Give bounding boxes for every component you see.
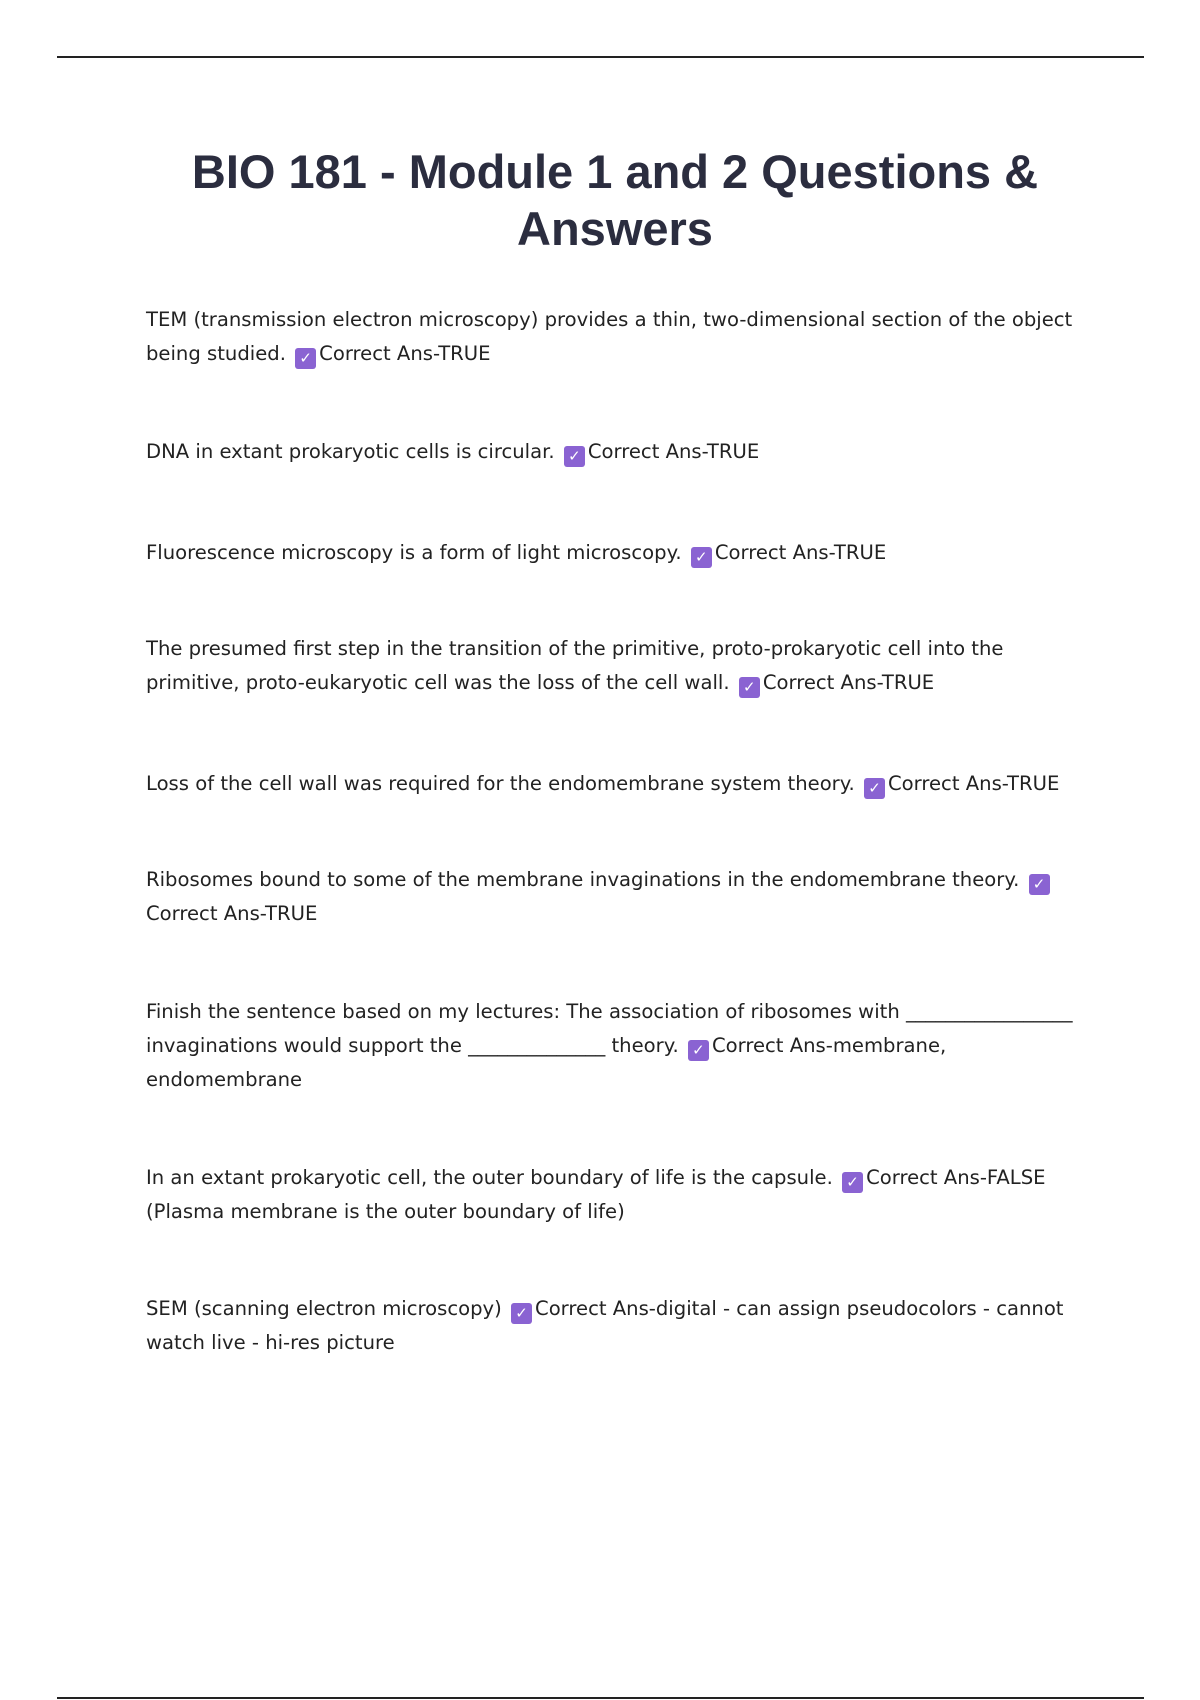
qa-item-6: [146, 863, 1086, 931]
question-text: The presumed first step in the transition of the primitive, proto-prokaryotic cell into the primitive, proto-eukaryotic cell was the loss of the cell wall.: [146, 637, 1004, 694]
bottom-rule: [57, 1697, 1144, 1699]
qa-item-3: [146, 536, 1086, 570]
question-text: Finish the sentence based on my lectures: The association of ribosomes with _________________ invaginations would support the ______________ theory.: [146, 1000, 1073, 1057]
qa-item-8: [146, 1161, 1086, 1229]
question-text: In an extant prokaryotic cell, the outer boundary of life is the capsule.: [146, 1166, 833, 1189]
top-rule: [57, 56, 1144, 58]
answer-label: Correct Ans-: [319, 342, 439, 365]
checkbox-checked-icon: ✓: [842, 1172, 863, 1193]
qa-item-7: [146, 995, 1086, 1097]
answer-label: Correct Ans-: [587, 440, 707, 463]
answer-text: TRUE: [1007, 772, 1060, 795]
qa-item-5: [146, 767, 1086, 801]
question-text: Loss of the cell wall was required for the endomembrane system theory.: [146, 772, 855, 795]
checkbox-checked-icon: ✓: [511, 1303, 532, 1324]
qa-item-1: [146, 303, 1086, 371]
answer-text: membrane, endomembrane: [146, 1034, 947, 1091]
question-text: SEM (scanning electron microscopy): [146, 1297, 502, 1320]
answer-text: TRUE: [706, 440, 760, 463]
answer-label: Correct Ans-: [146, 902, 266, 925]
answer-label: Correct Ans-: [535, 1297, 656, 1320]
question-text: TEM (transmission electron microscopy) provides a thin, two-dimensional section of the object being studied.: [146, 308, 1073, 365]
question-text: DNA in extant prokaryotic cells is circular.: [146, 440, 555, 463]
qa-item-4: [146, 632, 1086, 700]
answer-label: Correct Ans-: [762, 671, 882, 694]
checkbox-checked-icon: ✓: [739, 677, 760, 698]
checkbox-checked-icon: ✓: [1029, 874, 1050, 895]
checkbox-checked-icon: ✓: [564, 446, 585, 467]
question-text: Ribosomes bound to some of the membrane invaginations in the endomembrane theory.: [146, 868, 1020, 891]
answer-text: TRUE: [881, 671, 935, 694]
checkbox-checked-icon: ✓: [688, 1040, 709, 1061]
checkbox-checked-icon: ✓: [864, 778, 885, 799]
question-text: Fluorescence microscopy is a form of light microscopy.: [146, 541, 682, 564]
answer-text: FALSE (Plasma membrane is the outer boundary of life): [146, 1166, 1046, 1223]
document-title: BIO 181 - Module 1 and 2 Questions & Answers: [191, 145, 1039, 255]
qa-item-2: [146, 435, 1086, 469]
checkbox-checked-icon: ✓: [295, 348, 316, 369]
answer-text: TRUE: [833, 541, 887, 564]
answer-text: digital - can assign pseudocolors - cannot watch live - hi-res picture: [146, 1297, 1064, 1354]
answer-text: TRUE: [265, 902, 318, 925]
answer-label: Correct Ans-: [866, 1166, 987, 1189]
answer-label: Correct Ans-: [714, 541, 834, 564]
answer-label: Correct Ans-: [888, 772, 1008, 795]
checkbox-checked-icon: ✓: [691, 547, 712, 568]
answer-text: TRUE: [438, 342, 491, 365]
answer-label: Correct Ans-: [711, 1034, 833, 1057]
qa-item-9: [146, 1292, 1086, 1360]
